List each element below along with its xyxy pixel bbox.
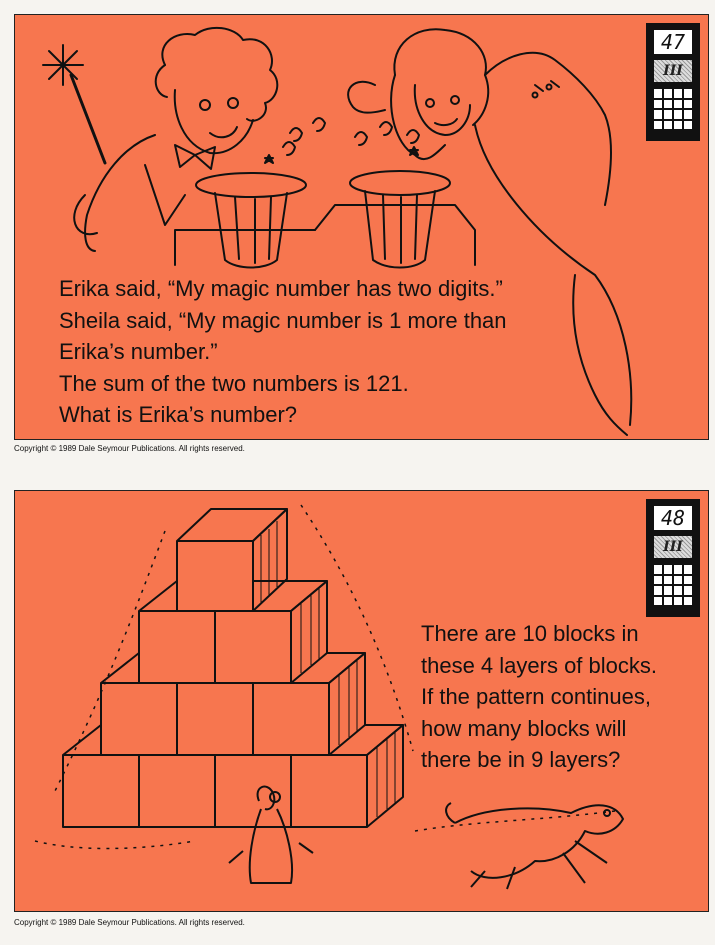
problem-line: If the pattern continues, — [421, 684, 651, 709]
problem-line: What is Erika’s number? — [59, 402, 298, 427]
problem-card-47 — [14, 14, 709, 440]
problem-line: The sum of the two numbers is 121. — [59, 370, 409, 396]
card-number: 47 — [654, 30, 692, 54]
wand-sparkle-icon — [43, 45, 83, 85]
problem-line: Erika’s number.” — [59, 339, 218, 364]
problem-line: Sheila said, “My magic number is 1 more than — [59, 307, 507, 333]
copyright-notice: Copyright © 1989 Dale Seymour Publications. All rights reserved. — [14, 444, 245, 453]
problem-text — [421, 618, 657, 776]
problem-card-48 — [14, 490, 709, 912]
calculator-grid-icon — [654, 89, 692, 129]
problem-text — [59, 273, 507, 431]
card-number-badge — [646, 499, 700, 617]
calculator-grid-icon — [654, 565, 692, 605]
difficulty-tally: III — [654, 60, 692, 82]
problem-line: how many blocks will — [421, 715, 627, 741]
problem-line: Erika said, “My magic number has two digits.” — [59, 276, 503, 301]
copyright-notice: Copyright © 1989 Dale Seymour Publications. All rights reserved. — [14, 918, 245, 927]
problem-line: these 4 layers of blocks. — [421, 652, 658, 678]
difficulty-tally: III — [654, 536, 692, 558]
problem-line: there be in 9 layers? — [421, 747, 621, 772]
block — [177, 509, 287, 611]
card-number-badge — [646, 23, 700, 141]
card-number: 48 — [654, 506, 692, 530]
problem-line: There are 10 blocks in — [421, 621, 639, 646]
